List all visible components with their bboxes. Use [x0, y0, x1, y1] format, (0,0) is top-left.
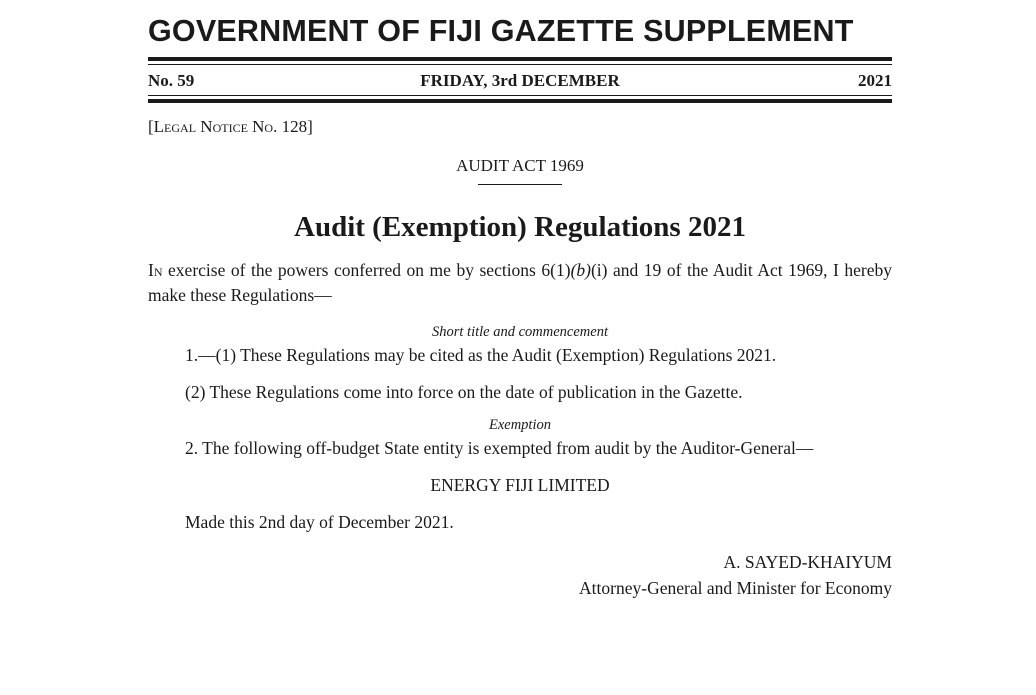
gazette-page	[148, 0, 892, 601]
preamble: In exercise of the powers conferred on me by sections 6(1)(b)(i) and 19 of the Audit Act 1969, I hereby make these Regulations—	[148, 260, 892, 305]
section2-text: 2. The following off-budget State entity is exempted from audit by the Auditor-General—	[185, 438, 814, 458]
signatory-name: A. SAYED-KHAIYUM	[723, 552, 892, 572]
issue-date: FRIDAY, 3rd DECEMBER	[420, 71, 620, 90]
regulation-title: Audit (Exemption) Regulations 2021	[294, 211, 746, 243]
legal-notice: [Legal Notice No. 128]	[148, 117, 313, 136]
legal-notice-label: Legal Notice No. 128	[153, 117, 308, 136]
section1-subsection2: (2) These Regulations come into force on the date of publication in the Gazette.	[185, 382, 743, 402]
act-divider	[478, 184, 562, 185]
section1-heading: Short title and commencement	[432, 324, 608, 340]
gazette-masthead: GOVERNMENT OF FIJI GAZETTE SUPPLEMENT	[148, 14, 854, 48]
section2-heading: Exemption	[488, 417, 551, 433]
act-name: AUDIT ACT 1969	[456, 156, 584, 175]
preamble-italic: (b)	[570, 260, 591, 280]
made-date: Made this 2nd day of December 2021.	[185, 512, 454, 532]
signatory-title: Attorney-General and Minister for Economy	[579, 578, 892, 598]
issue-row	[148, 65, 892, 95]
section1-subsection1: 1.—(1) These Regulations may be cited as the Audit (Exemption) Regulations 2021.	[185, 345, 777, 365]
issue-rule-thick	[148, 99, 892, 103]
preamble-lead: In	[148, 260, 163, 280]
issue-number: No. 59	[148, 71, 195, 90]
issue-year: 2021	[858, 71, 892, 90]
exempted-entity: ENERGY FIJI LIMITED	[430, 475, 610, 495]
